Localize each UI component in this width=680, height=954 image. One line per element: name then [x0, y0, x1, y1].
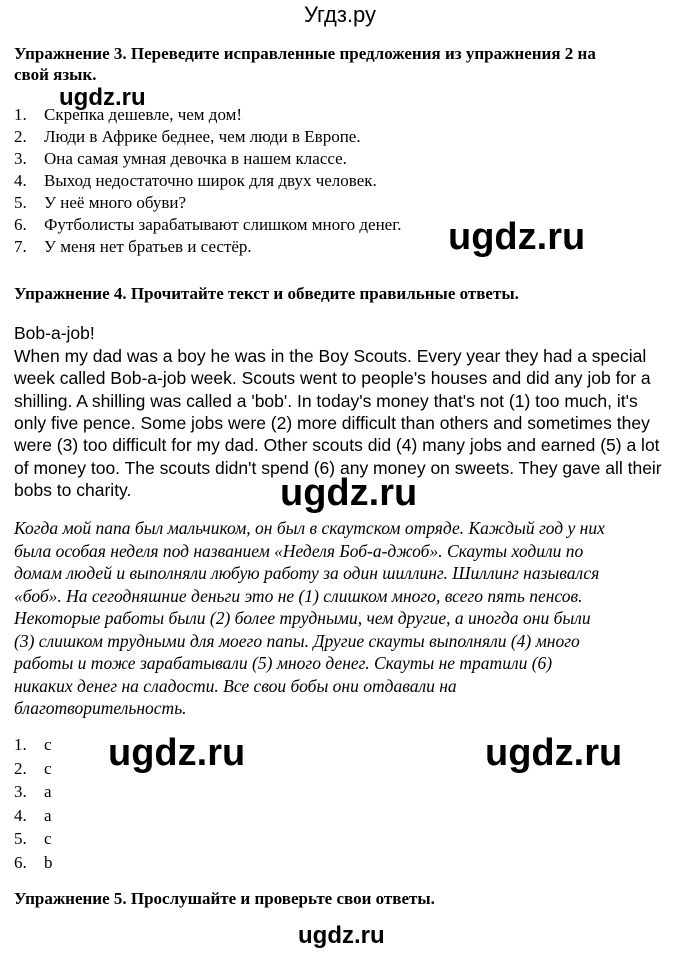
translation-line: Когда мой папа был мальчиком, он был в скаутском отряде. Каждый год у них	[14, 518, 605, 538]
list-item-text: Скрепка дешевле, чем дом!	[44, 105, 243, 124]
answer-value: c	[44, 758, 52, 778]
list-item-number: 5.	[14, 193, 27, 212]
translation-line: Некоторые работы были (2) более трудными, чем другие, а иногда они были	[14, 608, 591, 628]
text-line: of money too. The scouts didn't spend (6) any money on sweets. They gave all their	[14, 457, 662, 478]
watermark: ugdz.ru	[59, 84, 146, 111]
translation-line: работы и тоже зарабатывали (5) много денег. Скауты не тратили (6)	[14, 653, 553, 673]
list-item-text: Выход недостаточно широк для двух человек.	[44, 171, 377, 190]
watermark: ugdz.ru	[298, 922, 385, 949]
list-item-number: 4.	[14, 171, 27, 190]
watermark: ugdz.ru	[485, 732, 623, 774]
exercise-4-heading: Упражнение 4. Прочитайте текст и обведите правильные ответы.	[14, 284, 519, 303]
watermark: ugdz.ru	[108, 732, 246, 774]
answer-number: 1.	[14, 735, 27, 754]
answer-value: a	[44, 782, 52, 801]
answer-number: 3.	[14, 782, 27, 801]
translation-line: никаких денег на сладости. Все свои бобы они отдавали на	[14, 675, 457, 696]
translation-line: «боб». На сегодняшние деньги это не (1) слишком много, всего пять пенсов.	[14, 585, 583, 606]
answer-number: 4.	[14, 805, 27, 825]
list-item-number: 1.	[14, 105, 27, 124]
watermark: ugdz.ru	[280, 472, 418, 514]
translation-line: благотворительность.	[14, 698, 187, 718]
text-line: were (3) too difficult for my dad. Other scouts did (4) many jobs and earned (5) a lot	[14, 435, 660, 456]
exercise-3-heading-line2: свой язык.	[14, 65, 97, 84]
answer-number: 5.	[14, 829, 27, 848]
text-line: only five pence. Some jobs were (2) more difficult than others and sometimes they	[14, 412, 650, 433]
list-item-text: Люди в Африке беднее, чем люди в Европе.	[44, 127, 361, 146]
exercise-5-heading: Упражнение 5. Прослушайте и проверьте свои ответы.	[14, 889, 435, 908]
list-item-text: У неё много обуви?	[44, 193, 187, 212]
list-item-number: 6.	[14, 215, 27, 234]
list-item-number: 2.	[14, 127, 27, 146]
text-line: week called Bob-a-job week. Scouts went to people's houses and did any job for a	[14, 368, 651, 389]
watermark: ugdz.ru	[448, 216, 586, 258]
translation-line: домам людей и выполняли любую работу за один шиллинг. Шиллинг назывался	[14, 563, 600, 583]
answer-value: b	[44, 852, 53, 872]
list-item-number: 7.	[14, 237, 27, 256]
list-item-text: Футболисты зарабатывают слишком много денег.	[44, 215, 402, 234]
answer-value: a	[44, 805, 52, 825]
text-line: bobs to charity.	[14, 479, 132, 500]
exercise-3-heading-line1: Упражнение 3. Переведите исправленные предложения из упражнения 2 на	[14, 44, 596, 63]
text-title: Bob-a-job!	[14, 323, 95, 343]
translation-line: (3) слишком трудными для моего папы. Другие скауты выполняли (4) много	[14, 630, 580, 651]
answer-number: 6.	[14, 852, 27, 872]
text-line: When my dad was a boy he was in the Boy Scouts. Every year they had a special	[14, 346, 647, 366]
text-line: shilling. A shilling was called a 'bob'. In today's money that's not (1) too much, it's	[14, 390, 638, 411]
list-item-text: Она самая умная девочка в нашем классе.	[44, 149, 347, 168]
list-item-text: У меня нет братьев и сестёр.	[44, 237, 252, 256]
answer-value: c	[44, 735, 52, 754]
answer-number: 2.	[14, 758, 27, 778]
answer-value: c	[44, 829, 52, 848]
translation-line: была особая неделя под названием «Неделя Боб-а-джоб». Скауты ходили по	[14, 540, 584, 561]
site-title: Угдз.ру	[303, 2, 377, 27]
list-item-number: 3.	[14, 149, 27, 168]
